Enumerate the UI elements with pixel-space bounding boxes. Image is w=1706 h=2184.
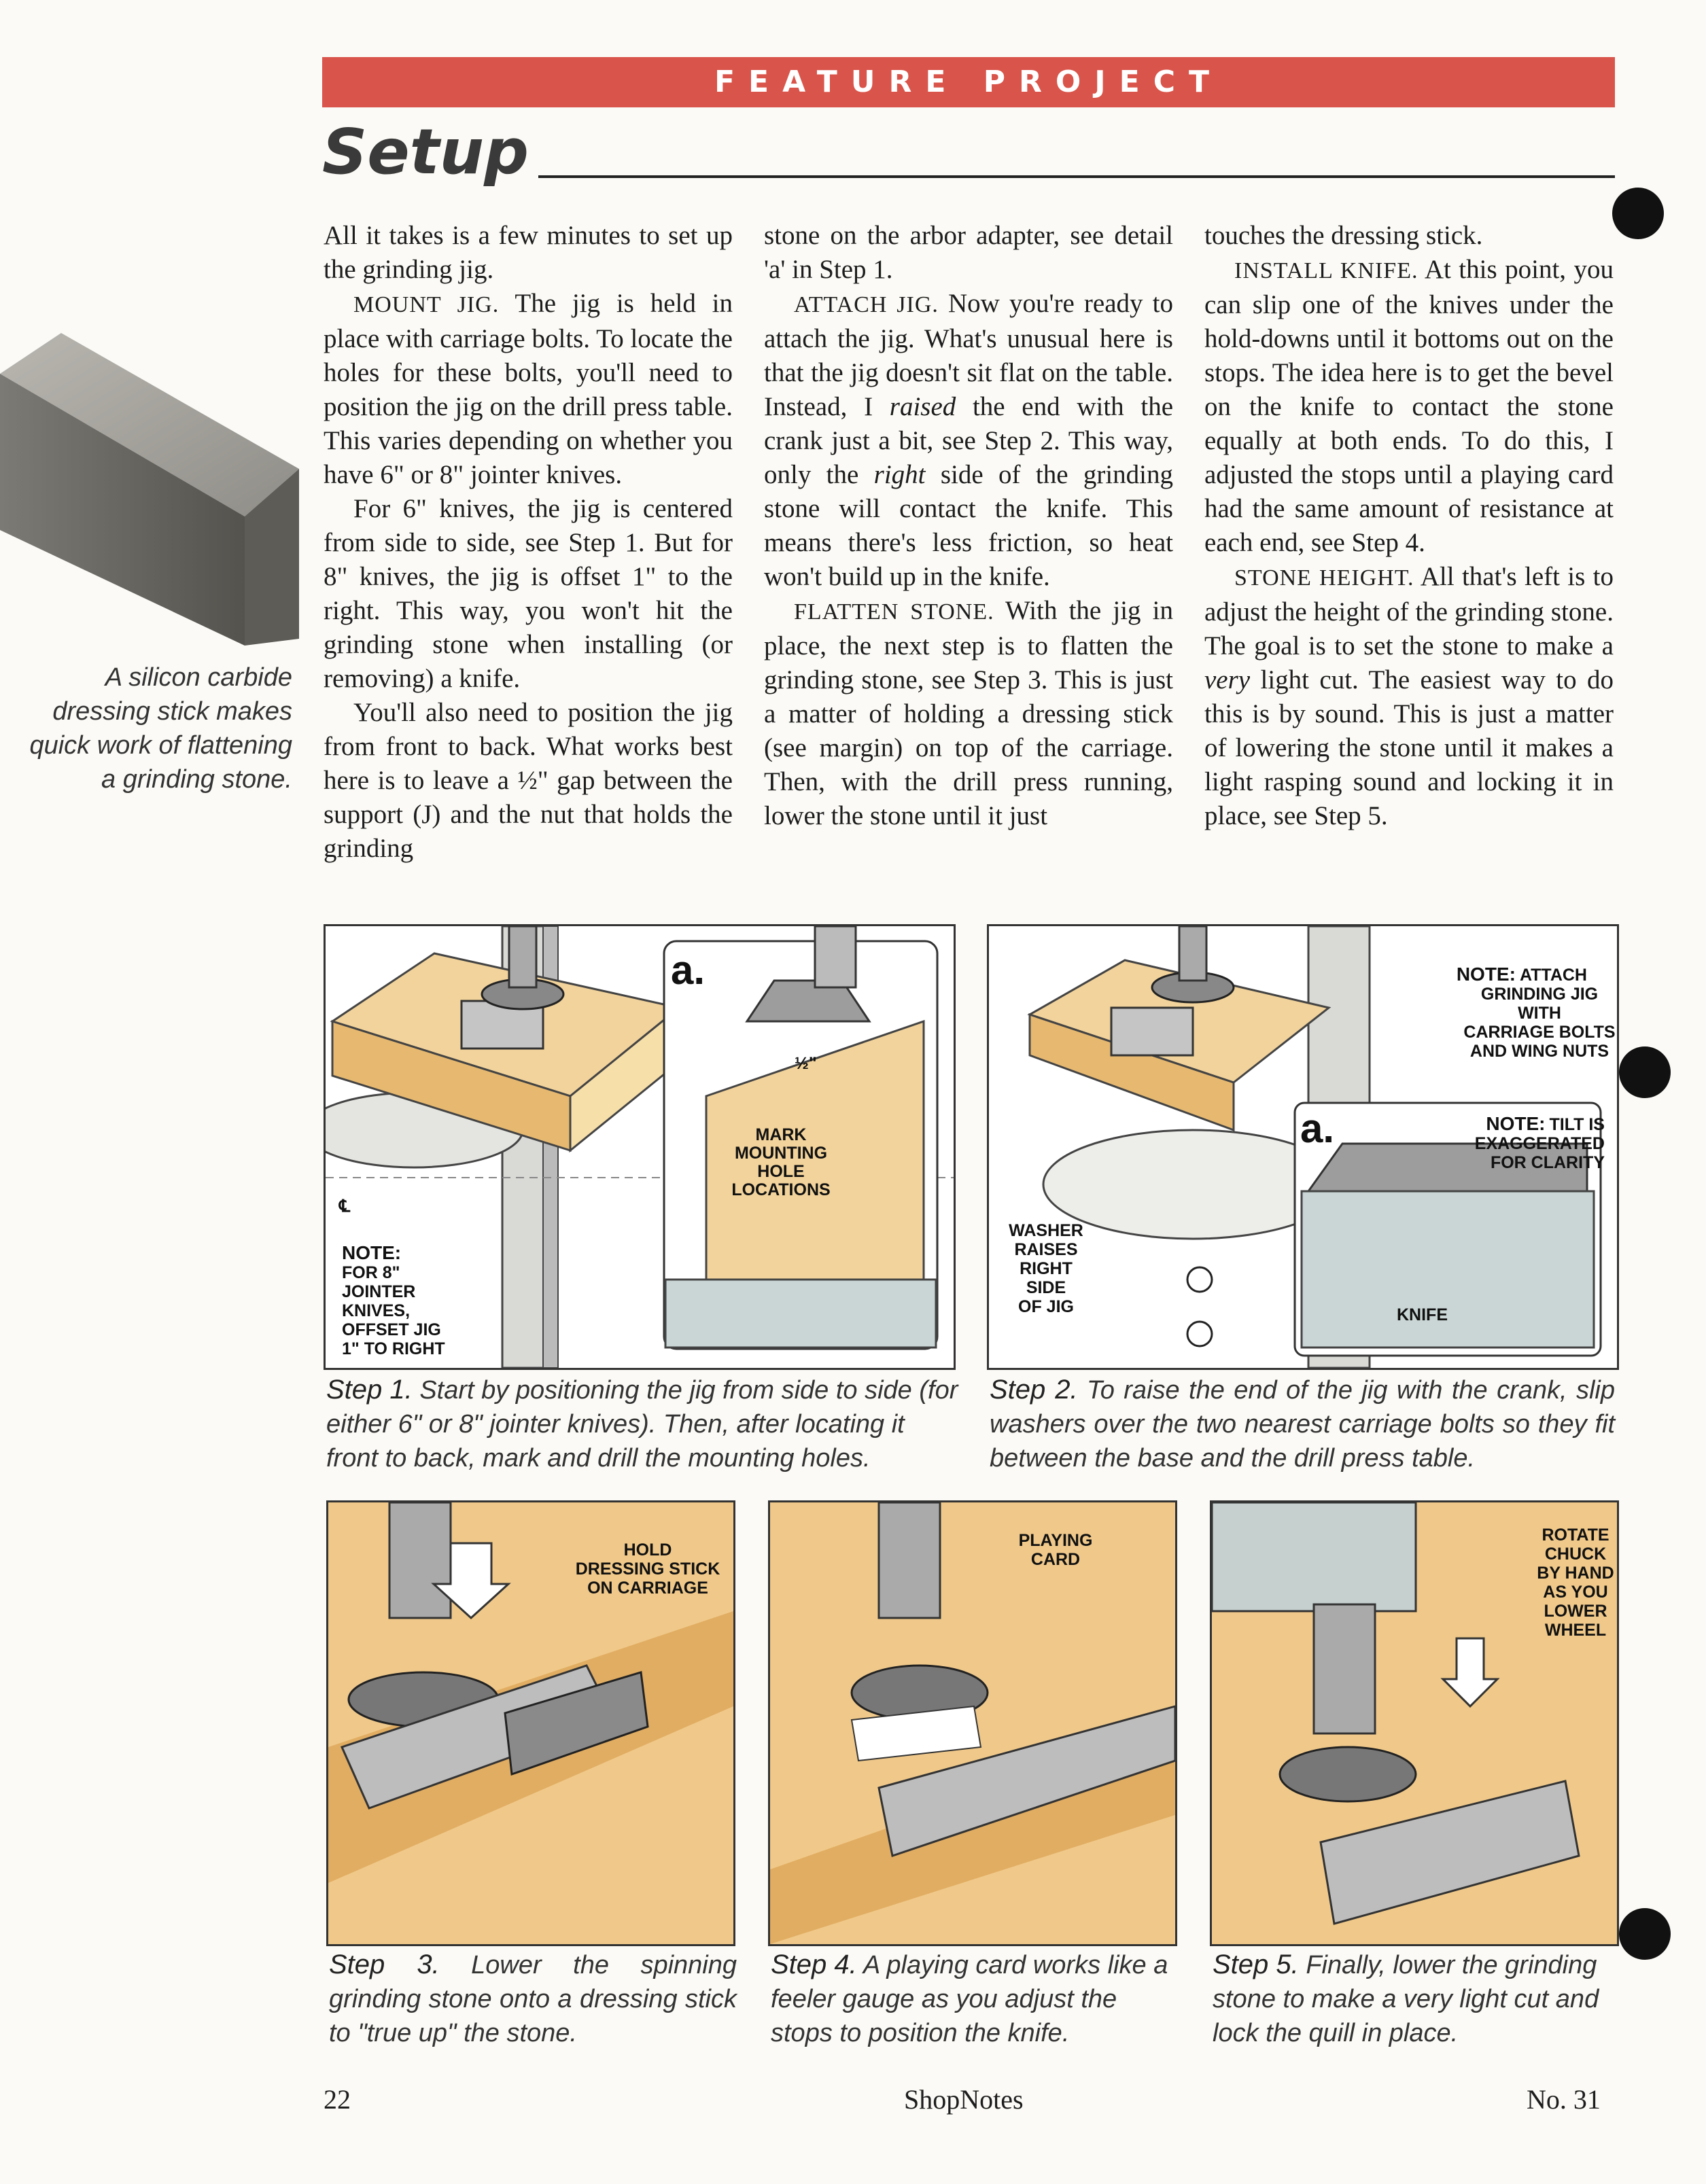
mount-jig-heading: MOUNT JIG. [353, 292, 500, 317]
step4-label-line-2: CARD [1030, 1550, 1081, 1569]
step4-caption-text: A playing card works like a feeler gauge as you adjust the stops to position the knife. [771, 1951, 1168, 2047]
step2-note-line-1: GRINDING JIG [1480, 985, 1599, 1004]
step1-figure [324, 924, 956, 1370]
step1-illustration [326, 926, 954, 1368]
step1-caption-lead: Step 1. [326, 1375, 413, 1405]
binder-hole-1 [1612, 188, 1664, 239]
step5-label-line-5: LOWER [1544, 1602, 1607, 1621]
step2-illustration [989, 926, 1617, 1368]
step3-label-line-2: DRESSING STICK [575, 1560, 720, 1579]
stone-height-text-a: All that's left is to adjust the height of the grinding stone. The goal is to set the stone to make a [1204, 562, 1614, 661]
step5-label-line-2: CHUCK [1544, 1545, 1607, 1564]
dressing-stick-photo [0, 326, 299, 652]
attach-jig-text-a: Now you're ready to attach the jig. What's unusual here is that the jig doesn't sit flat on the table. Instead, I [764, 289, 1173, 421]
step2-note-title [1457, 964, 1587, 985]
step2-note2-line-2: FOR CLARITY [1490, 1153, 1605, 1172]
step1-caption-text: Start by positioning the jig from side to side (for either 6" or 8" jointer knives). Then, after locating it front to back, mark and drill the mounting holes. [326, 1376, 958, 1473]
step4-label-line-1: PLAYING [1018, 1531, 1093, 1550]
step2-washer-line-4: SIDE [1026, 1278, 1066, 1297]
step2-note2-line-1: EXAGGERATED [1474, 1134, 1605, 1153]
stone-height-text-b: light cut. The easiest way to do this is by sound. This is just a matter of lowering the stone until it makes a light rasping sound and locking it in place, see Step 5. [1204, 665, 1614, 830]
page-number: 22 [324, 2084, 351, 2115]
stone-height-emphasis: very [1204, 665, 1251, 694]
col1-paragraph-2 [324, 287, 733, 492]
step2-note-line-3: CARRIAGE BOLTS [1463, 1023, 1616, 1042]
step2-note-line-4: AND WING NUTS [1469, 1042, 1609, 1061]
step2-figure [987, 924, 1619, 1370]
step3-label-line-3: ON CARRIAGE [587, 1579, 708, 1598]
step3-caption [329, 1948, 737, 2050]
step1-mark-line-1: MARK [755, 1125, 807, 1144]
attach-jig-heading: ATTACH JIG. [794, 292, 939, 317]
col2-paragraph-2 [764, 287, 1173, 594]
step1-note-line-2: JOINTER [342, 1282, 416, 1301]
step5-label-line-4: AS YOU [1543, 1583, 1608, 1602]
attach-jig-emphasis-raised: raised [889, 392, 956, 421]
step5-label-line-3: BY HAND [1537, 1564, 1614, 1583]
flatten-stone-heading: FLATTEN STONE. [794, 599, 994, 624]
step5-caption-text: Finally, lower the grinding stone to make a very light cut and lock the quill in place. [1213, 1951, 1599, 2047]
step3-caption-lead: Step 3. [329, 1950, 440, 1979]
step3-caption-text: Lower the spinning grinding stone onto a dressing stick to "true up" the stone. [329, 1951, 737, 2047]
step5-caption-lead: Step 5. [1213, 1950, 1299, 1979]
step4-caption [771, 1948, 1179, 2050]
step1-mark-line-4: LOCATIONS [731, 1180, 831, 1199]
step3-label-line-1: HOLD [623, 1540, 672, 1560]
binder-hole-2 [1619, 1046, 1671, 1098]
step1-mark-line-3: HOLE [757, 1162, 805, 1181]
article-column-1 [324, 219, 733, 866]
step5-label-line-6: WHEEL [1544, 1621, 1607, 1640]
step1-gap-label: ½" [795, 1054, 817, 1073]
step2-detail-label: a. [1300, 1106, 1335, 1151]
step2-washer-line-3: RIGHT [1020, 1259, 1073, 1278]
step2-note-line-2: WITH [1518, 1004, 1561, 1023]
step2-caption [990, 1373, 1615, 1475]
step1-caption [326, 1373, 958, 1475]
step2-caption-text: To raise the end of the jig with the crank, slip washers over the two nearest carriage bolts so they fit between the base and the drill press table. [990, 1376, 1615, 1473]
feature-project-banner: FEATURE PROJECT [322, 57, 1615, 107]
flatten-stone-text: With the jig in place, the next step is to flatten the grinding stone, see Step 3. This is just a matter of holding a dressing stick (see margin) on top of the carriage. Then, with the drill press running, lower the stone until it just [764, 596, 1173, 830]
attach-jig-text-b: the end with the crank just a bit, see Step 2. This way, only the [764, 392, 1174, 489]
step2-washer-line-5: OF JIG [1018, 1297, 1074, 1316]
title-rule [538, 175, 1615, 178]
binder-hole-3 [1619, 1908, 1671, 1960]
step1-note-title: NOTE: [342, 1242, 402, 1263]
step2-knife-label: KNIFE [1397, 1305, 1448, 1324]
step2-washer-line-2: RAISES [1014, 1240, 1078, 1259]
step1-note-line-5: 1" TO RIGHT [342, 1339, 445, 1358]
magazine-name: ShopNotes [904, 2084, 1024, 2115]
col2-paragraph-3 [764, 594, 1173, 833]
step3-illustration [328, 1502, 733, 1944]
attach-jig-emphasis-right: right [873, 460, 926, 489]
col1-paragraph-4: You'll also need to position the jig from front to back. What works best here is to leave a ½" gap between the support (J) and the nut that holds the grinding [324, 698, 733, 863]
step1-note-line-4: OFFSET JIG [342, 1320, 441, 1339]
col2-paragraph-1: stone on the arbor adapter, see detail 'a' in Step 1. [764, 221, 1173, 284]
col3-paragraph-2 [1204, 253, 1614, 560]
step5-caption [1213, 1948, 1620, 2050]
page-title: Setup [322, 116, 529, 188]
install-knife-text: At this point, you can slip one of the knives under the hold-downs until it bottoms out on the stops. The idea here is to get the bevel on the knife to contact the stone equally at both ends. To do this, I adjusted the stops until a playing card had the same amount of resistance at each end, see Step 4. [1204, 255, 1614, 557]
step2-note2-title-word: NOTE: [1486, 1113, 1546, 1134]
col1-paragraph-3: For 6" knives, the jig is centered from side to side, see Step 1. But for 8" knives, the jig is offset 1" to the right. This way, you won't hit the grinding stone when installing (or removing) a knife. [324, 494, 733, 693]
col1-paragraph-1: All it takes is a few minutes to set up the grinding jig. [324, 221, 733, 284]
step5-label-line-1: ROTATE [1542, 1526, 1609, 1545]
step1-note-line-3: KNIVES, [342, 1301, 411, 1320]
col3-paragraph-1: touches the dressing stick. [1204, 221, 1483, 250]
step3-figure [326, 1500, 735, 1946]
step5-illustration [1212, 1502, 1617, 1944]
step4-illustration [770, 1502, 1175, 1944]
step4-figure [768, 1500, 1177, 1946]
issue-number: No. 31 [1527, 2084, 1601, 2115]
article-column-3 [1204, 219, 1614, 833]
step1-centerline-symbol: ℄ [339, 1197, 351, 1216]
step2-note-title-word: NOTE: [1456, 964, 1516, 985]
article-column-2 [764, 219, 1173, 833]
attach-jig-text-c: side of the grinding stone will contact the knife. This means there's less friction, so heat won't build up in the knife. [764, 460, 1173, 591]
step2-caption-lead: Step 2. [990, 1375, 1078, 1405]
step1-detail-label: a. [671, 947, 706, 993]
step2-note2-first: TILT IS [1549, 1115, 1605, 1134]
install-knife-heading: INSTALL KNIFE. [1234, 258, 1418, 283]
step5-figure [1210, 1500, 1619, 1946]
margin-caption: A silicon carbide dressing stick makes quick work of flattening a grinding stone. [29, 663, 292, 794]
mount-jig-text: The jig is held in place with carriage bolts. To locate the holes for these bolts, you'll need to position the jig on the drill press table. This varies depending on whether you have 6" or 8" jointer knives. [324, 289, 733, 489]
step2-washer-line-1: WASHER [1009, 1221, 1083, 1240]
stone-height-heading: STONE HEIGHT. [1234, 565, 1414, 591]
step4-caption-lead: Step 4. [771, 1950, 857, 1979]
step1-mark-line-2: MOUNTING [734, 1144, 828, 1163]
step2-note-first: ATTACH [1519, 966, 1587, 985]
step1-note-line-1: FOR 8" [342, 1263, 400, 1282]
col3-paragraph-3 [1204, 560, 1614, 833]
